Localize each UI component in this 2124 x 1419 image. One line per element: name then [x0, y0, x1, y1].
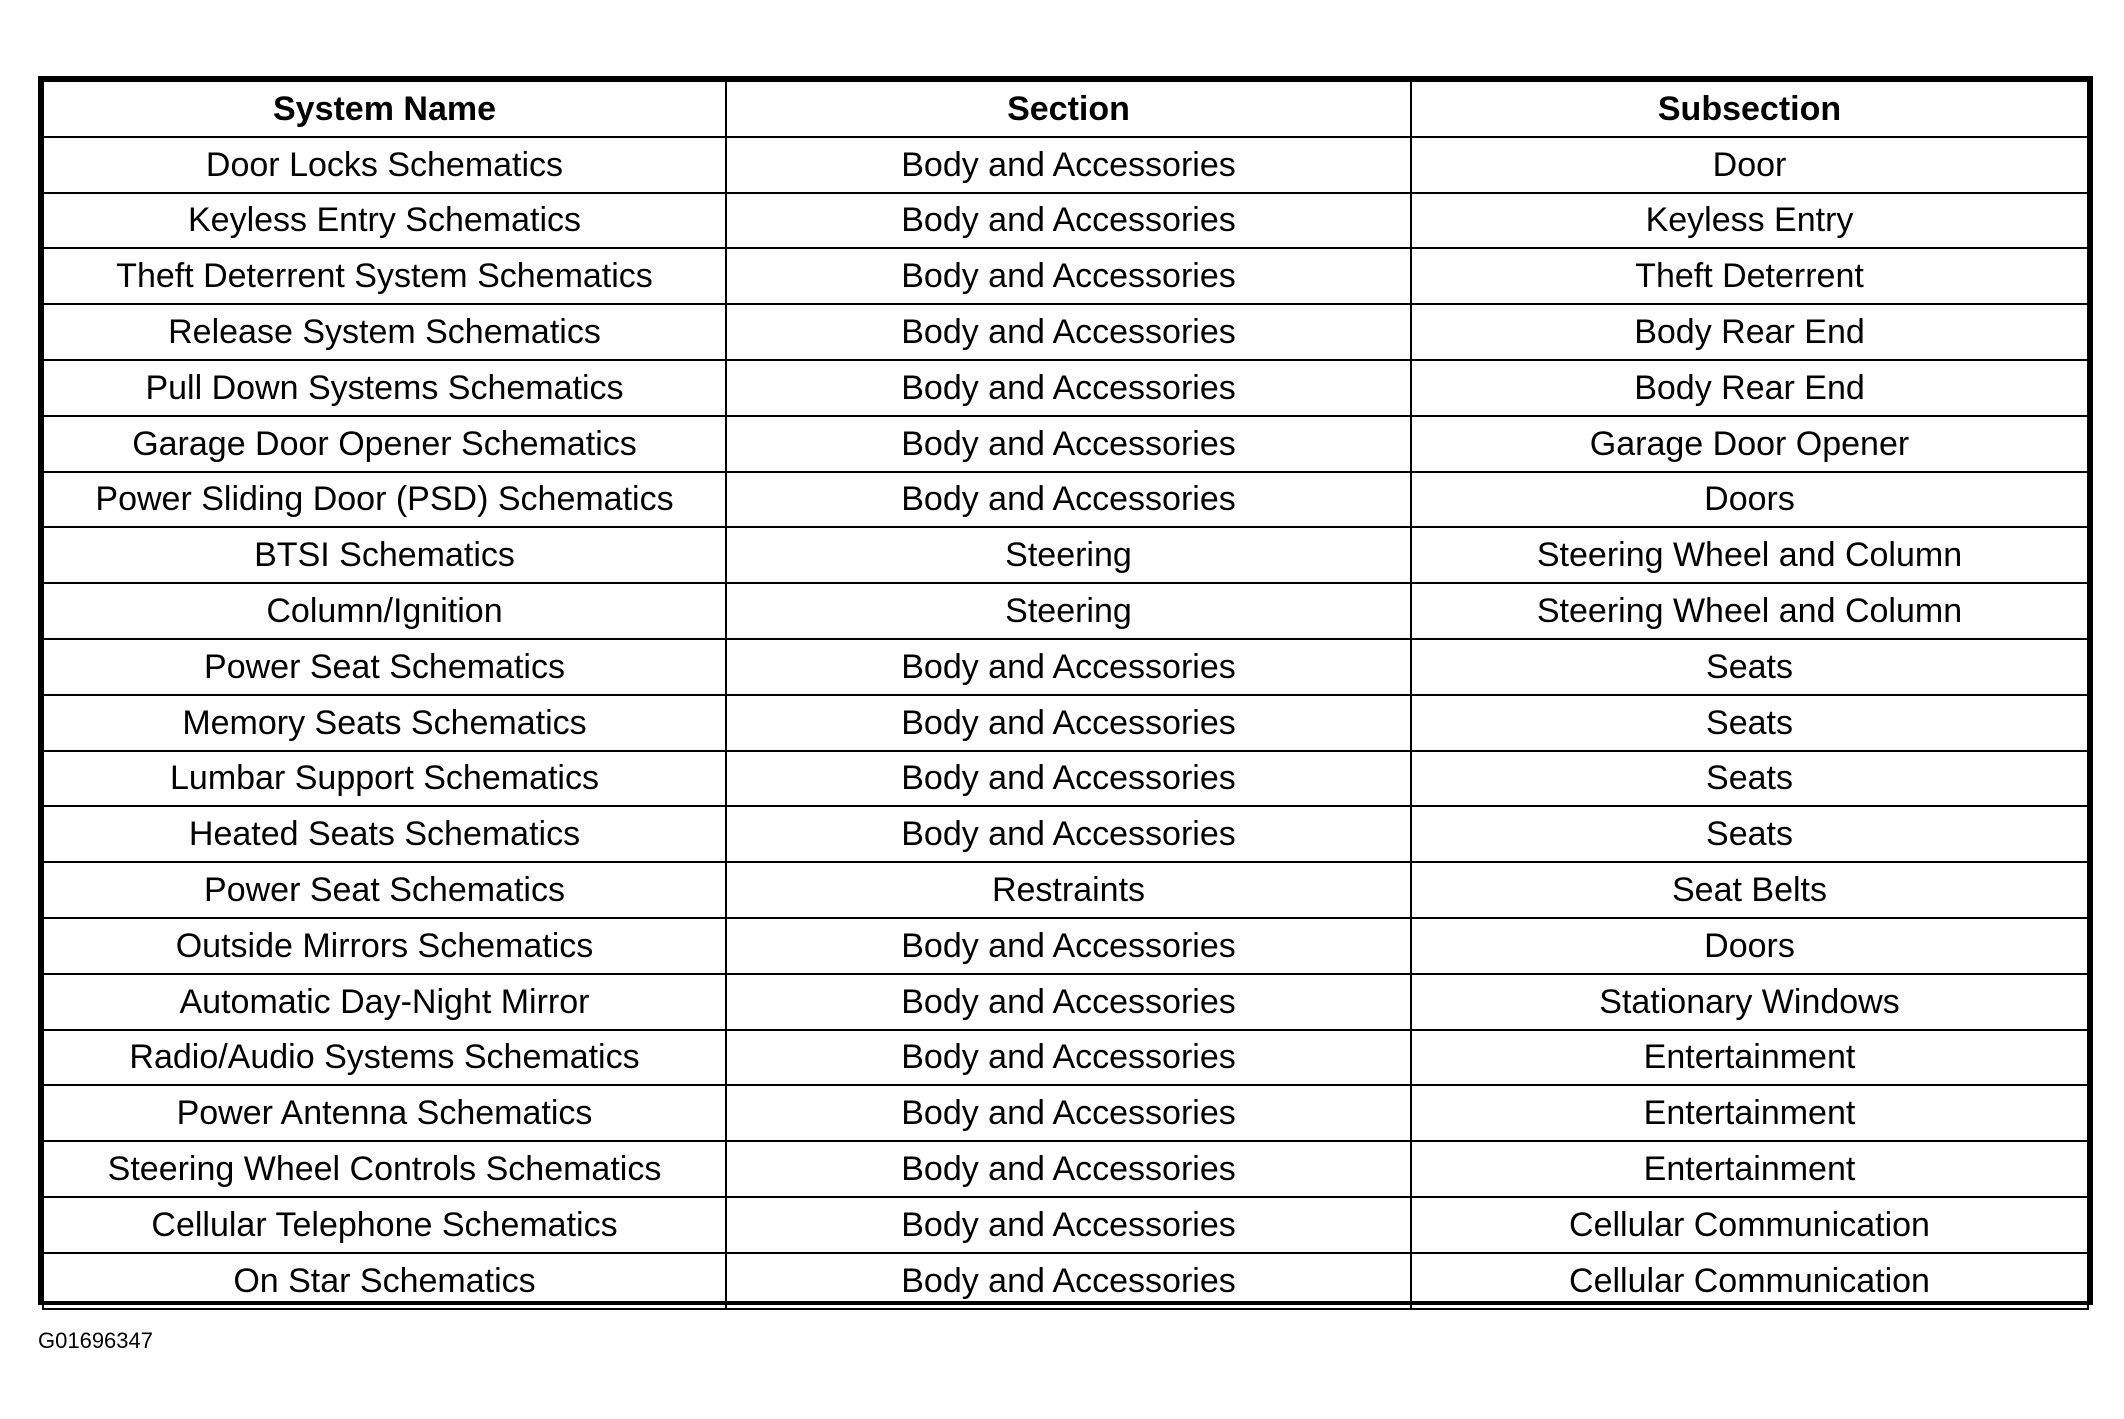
section-cell: Body and Accessories — [726, 751, 1411, 807]
schematics-table-frame — [38, 76, 2093, 1305]
section-cell: Body and Accessories — [726, 974, 1411, 1030]
table-row — [43, 1085, 2088, 1141]
section-cell: Body and Accessories — [726, 1085, 1411, 1141]
subsection-cell: Garage Door Opener — [1411, 416, 2088, 472]
table-row — [43, 918, 2088, 974]
header-section: Section — [726, 81, 1411, 137]
system-name-cell: On Star Schematics — [43, 1253, 726, 1309]
subsection-cell: Entertainment — [1411, 1141, 2088, 1197]
table-row — [43, 806, 2088, 862]
system-name-cell: Power Antenna Schematics — [43, 1085, 726, 1141]
subsection-cell: Doors — [1411, 918, 2088, 974]
subsection-cell: Doors — [1411, 472, 2088, 528]
subsection-cell: Seat Belts — [1411, 862, 2088, 918]
table-row — [43, 304, 2088, 360]
schematics-table — [42, 80, 2089, 1310]
subsection-cell: Stationary Windows — [1411, 974, 2088, 1030]
system-name-cell: Automatic Day-Night Mirror — [43, 974, 726, 1030]
header-row — [43, 81, 2088, 137]
subsection-cell: Cellular Communication — [1411, 1253, 2088, 1309]
section-cell: Body and Accessories — [726, 193, 1411, 249]
system-name-cell: BTSI Schematics — [43, 527, 726, 583]
subsection-cell: Theft Deterrent — [1411, 248, 2088, 304]
system-name-cell: Heated Seats Schematics — [43, 806, 726, 862]
section-cell: Body and Accessories — [726, 248, 1411, 304]
system-name-cell: Memory Seats Schematics — [43, 695, 726, 751]
subsection-cell: Cellular Communication — [1411, 1197, 2088, 1253]
table-row — [43, 639, 2088, 695]
subsection-cell: Seats — [1411, 695, 2088, 751]
system-name-cell: Pull Down Systems Schematics — [43, 360, 726, 416]
subsection-cell: Steering Wheel and Column — [1411, 583, 2088, 639]
section-cell: Body and Accessories — [726, 1141, 1411, 1197]
figure-id: G01696347 — [38, 1328, 153, 1353]
table-row — [43, 1030, 2088, 1086]
subsection-cell: Body Rear End — [1411, 304, 2088, 360]
section-cell: Body and Accessories — [726, 806, 1411, 862]
section-cell: Body and Accessories — [726, 695, 1411, 751]
subsection-cell: Door — [1411, 137, 2088, 193]
system-name-cell: Power Seat Schematics — [43, 639, 726, 695]
section-cell: Body and Accessories — [726, 472, 1411, 528]
header-subsection: Subsection — [1411, 81, 2088, 137]
table-row — [43, 248, 2088, 304]
section-cell: Steering — [726, 583, 1411, 639]
table-row — [43, 862, 2088, 918]
system-name-cell: Door Locks Schematics — [43, 137, 726, 193]
subsection-cell: Seats — [1411, 806, 2088, 862]
subsection-cell: Entertainment — [1411, 1085, 2088, 1141]
section-cell: Body and Accessories — [726, 137, 1411, 193]
system-name-cell: Cellular Telephone Schematics — [43, 1197, 726, 1253]
subsection-cell: Steering Wheel and Column — [1411, 527, 2088, 583]
section-cell: Body and Accessories — [726, 918, 1411, 974]
subsection-cell: Seats — [1411, 639, 2088, 695]
system-name-cell: Lumbar Support Schematics — [43, 751, 726, 807]
header-system-name: System Name — [43, 81, 726, 137]
system-name-cell: Theft Deterrent System Schematics — [43, 248, 726, 304]
table-row — [43, 1141, 2088, 1197]
section-cell: Body and Accessories — [726, 416, 1411, 472]
table-row — [43, 527, 2088, 583]
system-name-cell: Release System Schematics — [43, 304, 726, 360]
subsection-cell: Body Rear End — [1411, 360, 2088, 416]
table-row — [43, 1253, 2088, 1309]
table-row — [43, 193, 2088, 249]
system-name-cell: Garage Door Opener Schematics — [43, 416, 726, 472]
section-cell: Body and Accessories — [726, 1253, 1411, 1309]
section-cell: Body and Accessories — [726, 360, 1411, 416]
table-row — [43, 583, 2088, 639]
subsection-cell: Entertainment — [1411, 1030, 2088, 1086]
system-name-cell: Keyless Entry Schematics — [43, 193, 726, 249]
section-cell: Body and Accessories — [726, 639, 1411, 695]
table-row — [43, 472, 2088, 528]
section-cell: Body and Accessories — [726, 1197, 1411, 1253]
subsection-cell: Seats — [1411, 751, 2088, 807]
table-row — [43, 360, 2088, 416]
system-name-cell: Outside Mirrors Schematics — [43, 918, 726, 974]
system-name-cell: Column/Ignition — [43, 583, 726, 639]
table-row — [43, 751, 2088, 807]
section-cell: Steering — [726, 527, 1411, 583]
system-name-cell: Steering Wheel Controls Schematics — [43, 1141, 726, 1197]
table-row — [43, 137, 2088, 193]
system-name-cell: Power Sliding Door (PSD) Schematics — [43, 472, 726, 528]
section-cell: Body and Accessories — [726, 304, 1411, 360]
section-cell: Body and Accessories — [726, 1030, 1411, 1086]
system-name-cell: Power Seat Schematics — [43, 862, 726, 918]
table-row — [43, 695, 2088, 751]
table-row — [43, 1197, 2088, 1253]
subsection-cell: Keyless Entry — [1411, 193, 2088, 249]
system-name-cell: Radio/Audio Systems Schematics — [43, 1030, 726, 1086]
table-row — [43, 974, 2088, 1030]
section-cell: Restraints — [726, 862, 1411, 918]
table-row — [43, 416, 2088, 472]
